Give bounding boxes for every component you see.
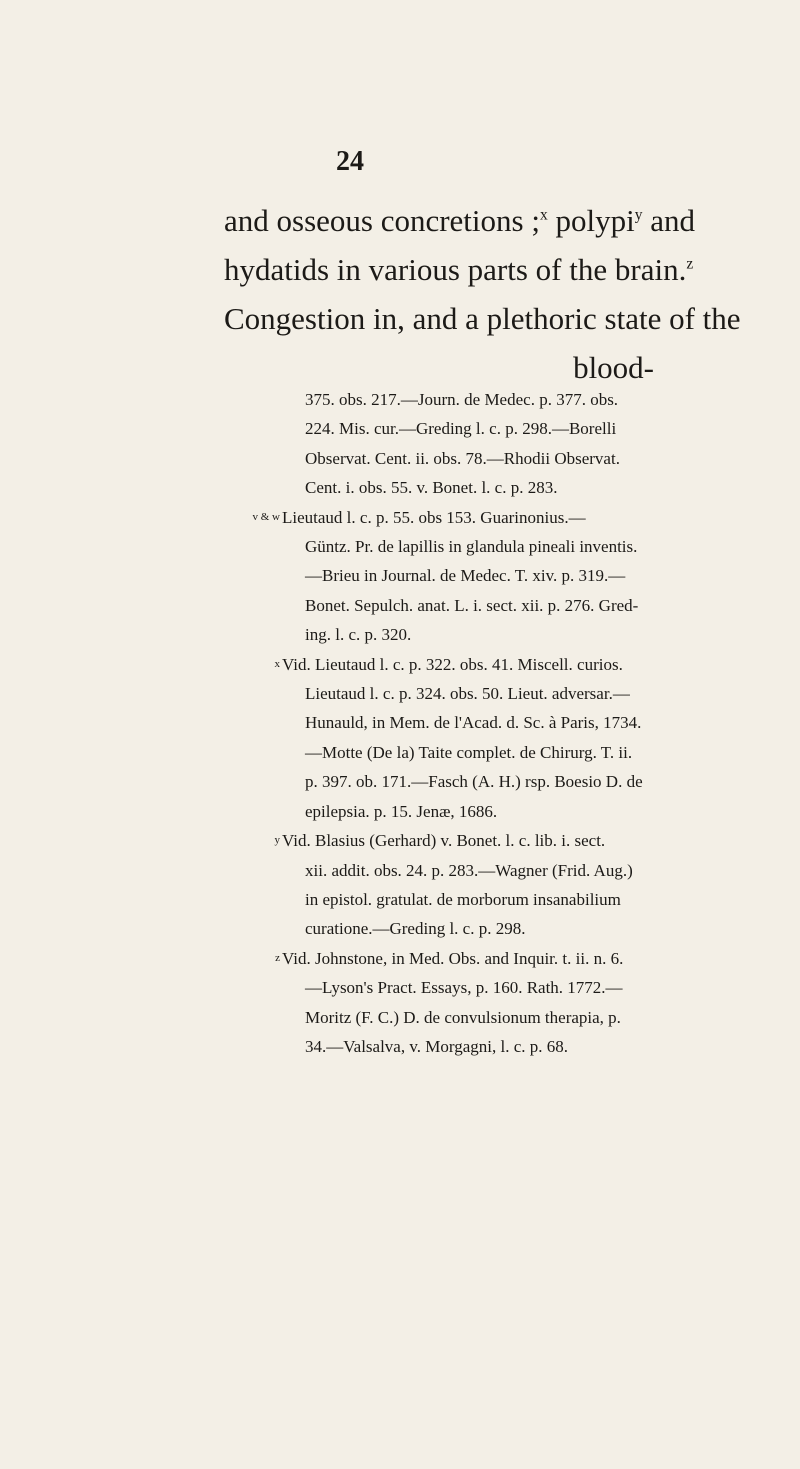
footnote-vw	[252, 503, 662, 650]
note-line: xii. addit. obs. 24. p. 283.—Wagner (Frid. Aug.)	[305, 860, 633, 880]
main-line-1-part-a: and osseous concretions ;	[224, 203, 540, 238]
main-line-1-part-c: and	[642, 203, 695, 238]
note-line: —Lyson's Pract. Essays, p. 160. Rath. 1772.—	[305, 978, 623, 998]
footnote-x	[274, 650, 662, 826]
note-line: 224. Mis. cur.—Greding l. c. p. 298.—Borelli	[305, 419, 617, 439]
footnote-marker-x: x	[274, 657, 280, 670]
page-number: 24	[336, 146, 364, 177]
note-line: 375. obs. 217.—Journ. de Medec. p. 377. obs.	[305, 390, 619, 409]
note-line: 34.—Valsalva, v. Morgagni, l. c. p. 68.	[305, 1036, 568, 1056]
catchword: blood-	[573, 350, 654, 385]
note-line: curatione.—Greding l. c. p. 298.	[305, 919, 526, 939]
main-line-2-text: hydatids in various parts of the brain.	[224, 252, 687, 287]
note-line: Observat. Cent. ii. obs. 78.—Rhodii Observat.	[305, 448, 620, 468]
note-line: Güntz. Pr. de lapillis in glandula pineali inventis.	[305, 537, 638, 557]
main-line-1	[224, 196, 695, 245]
footnote-marker-z: z	[275, 951, 280, 964]
footnote-z	[275, 944, 662, 1062]
note-line: Bonet. Sepulch. anat. L. i. sect. xii. p. 276. Gred-	[305, 595, 639, 615]
note-line: Vid. Lieutaud l. c. p. 322. obs. 41. Miscell. curios.	[282, 654, 623, 674]
main-line-1-part-b: polypi	[547, 203, 635, 238]
footnote-y	[274, 826, 662, 944]
note-line: Cent. i. obs. 55. v. Bonet. l. c. p. 283.	[305, 478, 558, 498]
note-line: —Brieu in Journal. de Medec. T. xiv. p. 319.—	[305, 566, 626, 586]
note-line: in epistol. gratulat. de morborum insanabilium	[305, 889, 621, 909]
note-line: epilepsia. p. 15. Jenæ, 1686.	[305, 801, 498, 821]
note-line: p. 397. ob. 171.—Fasch (A. H.) rsp. Boesio D. de	[305, 772, 643, 792]
footnote-ref-z: z	[686, 255, 694, 273]
footnote-continuation	[282, 385, 662, 503]
note-line: Vid. Johnstone, in Med. Obs. and Inquir. t. ii. n. 6.	[282, 948, 624, 968]
note-line: Lieutaud l. c. p. 55. obs 153. Guarinonius.—	[282, 507, 586, 527]
note-line: Moritz (F. C.) D. de convulsionum therapia, p.	[305, 1007, 621, 1027]
footnote-ref-y: y	[634, 206, 643, 224]
note-line: —Motte (De la) Taite complet. de Chirurg. T. ii.	[305, 742, 633, 762]
main-line-2	[224, 245, 694, 294]
note-line: Vid. Blasius (Gerhard) v. Bonet. l. c. lib. i. sect.	[282, 831, 606, 851]
note-line: Hunauld, in Mem. de l'Acad. d. Sc. à Paris, 1734.	[305, 713, 642, 733]
footnote-marker-y: y	[274, 834, 280, 847]
footnote-marker-vw: v & w	[252, 510, 280, 523]
main-text	[224, 196, 741, 392]
footnotes	[252, 385, 662, 1061]
footnote-ref-x: x	[539, 206, 548, 224]
note-line: Lieutaud l. c. p. 324. obs. 50. Lieut. adversar.—	[305, 684, 630, 704]
note-line: ing. l. c. p. 320.	[305, 625, 412, 645]
main-line-3: Congestion in, and a plethoric state of the	[224, 301, 741, 336]
